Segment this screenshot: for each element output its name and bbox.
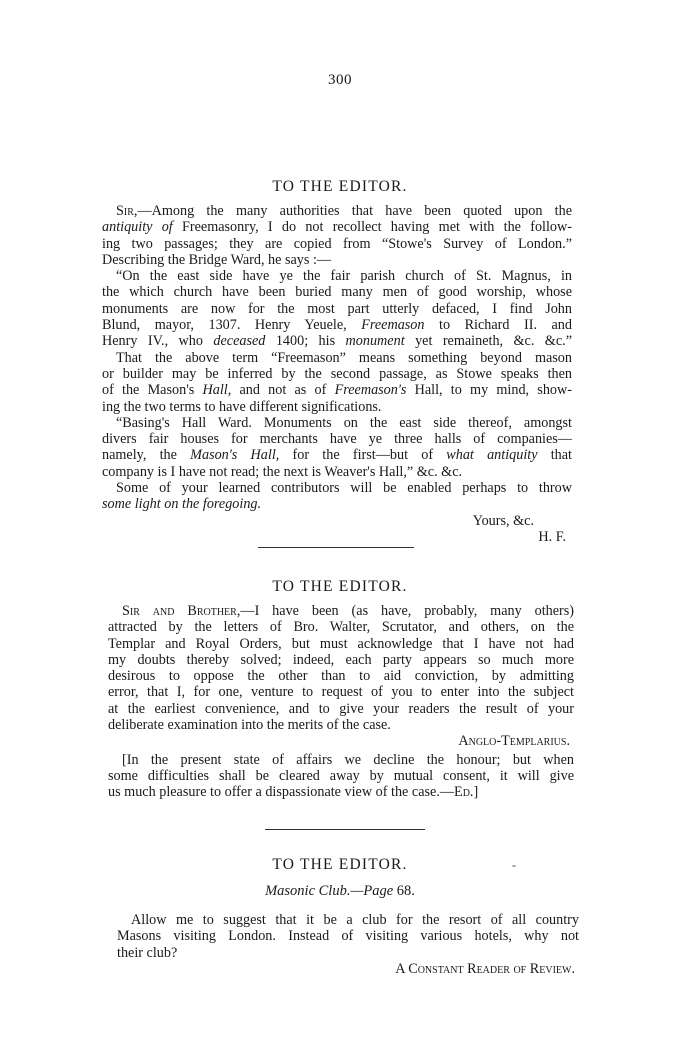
text-line: or builder may be inferred by the second passage, as Stowe speaks then [102,365,572,382]
text-line: Some of your learned contributors will be enabled perhaps to throw [116,480,572,497]
letter-1-signature: H. F. [538,528,566,545]
stray-mark: - [512,858,516,872]
text-line: namely, the Mason's Hall, for the first—but of what antiquity that [102,447,573,464]
editor-note-line: some difficulties shall be cleared away by mutual consent, it will give [108,767,574,784]
text-line: attracted by the letters of Bro. Walter, Scrutator, and others, on the [108,619,574,636]
text-line: at the earliest convenience, and to give your readers the result of your [108,700,574,717]
letter-2-body [108,603,574,801]
text-line: Sir,—Among the many authorities that have been quoted upon the [116,203,572,219]
text-line: Blund, mayor, 1307. Henry Yeuele, Freemason to Richard II. and [102,317,572,334]
text-line: That the above term “Freemason” means something beyond mason [116,349,572,366]
text-line: their club? [117,944,178,961]
text-line: “Basing's Hall Ward. Monuments on the east side thereof, amongst [116,414,572,431]
letter-2-signature: Anglo-Templarius. [458,733,570,750]
section-divider [265,829,425,830]
letter-3-heading: TO THE EDITOR. [272,856,408,873]
text-line: Henry IV., who deceased 1400; his monument yet remaineth, &c. &c.” [102,333,572,350]
letter-3-body [117,912,579,977]
text-line: ing the two terms to have different significations. [102,398,382,415]
letter-1-body [102,203,572,545]
text-line: deliberate examination into the merits of the case. [108,717,391,734]
text-line: ing two passages; they are copied from “Stowe's Survey of London.” [102,235,572,252]
text-line: the which church have been buried many men of good worship, whose [102,284,572,301]
letter-3-signature: A Constant Reader of Review. [395,960,575,977]
text-line: “On the east side have ye the fair parish church of St. Magnus, in [116,268,572,285]
text-line: of the Mason's Hall, and not as of Freemason's Hall, to my mind, show- [102,382,572,399]
letter-2-heading: TO THE EDITOR. [272,578,408,595]
text-line: some light on the foregoing. [102,496,262,513]
text-line: antiquity of Freemasonry, I do not recollect having met with the follow- [102,219,572,236]
section-divider [258,547,414,548]
page-number: 300 [328,72,352,88]
text-line: monuments are now for the most part utterly defaced, I find John [102,300,572,317]
text-line: Templar and Royal Orders, but must acknowledge that I have not had [108,635,574,652]
text-line: company is I have not read; the next is Weaver's Hall,” &c. &c. [102,463,463,480]
text-line: Allow me to suggest that it be a club for the resort of all country [131,912,579,928]
editor-note-line: us much pleasure to offer a dispassionate view of the case.—Ed.] [108,784,479,801]
text-line: Describing the Bridge Ward, he says :— [102,251,332,268]
editor-signature: Ed. [454,784,474,801]
text-line: Sir and Brother,—I have been (as have, probably, many others) [122,603,574,619]
text-line: Masons visiting London. Instead of visiting various hotels, why not [117,928,579,945]
letter-1-closing: Yours, &c. [472,512,534,529]
letter-3-subheading: Masonic Club.—Page 68. [265,883,415,899]
editor-note-line: [In the present state of affairs we decline the honour; but when [122,751,574,768]
text-line: error, that I, for one, venture to request of you to enter into the subject [108,684,574,701]
text-line: desirous to oppose the other than to aid conviction, by admitting [108,668,574,685]
text-line: my doubts thereby solved; indeed, each party appears so much more [108,651,574,668]
text-line: divers fair houses for merchants have ye three halls of companies— [102,431,572,448]
letter-1-heading: TO THE EDITOR. [272,178,408,195]
